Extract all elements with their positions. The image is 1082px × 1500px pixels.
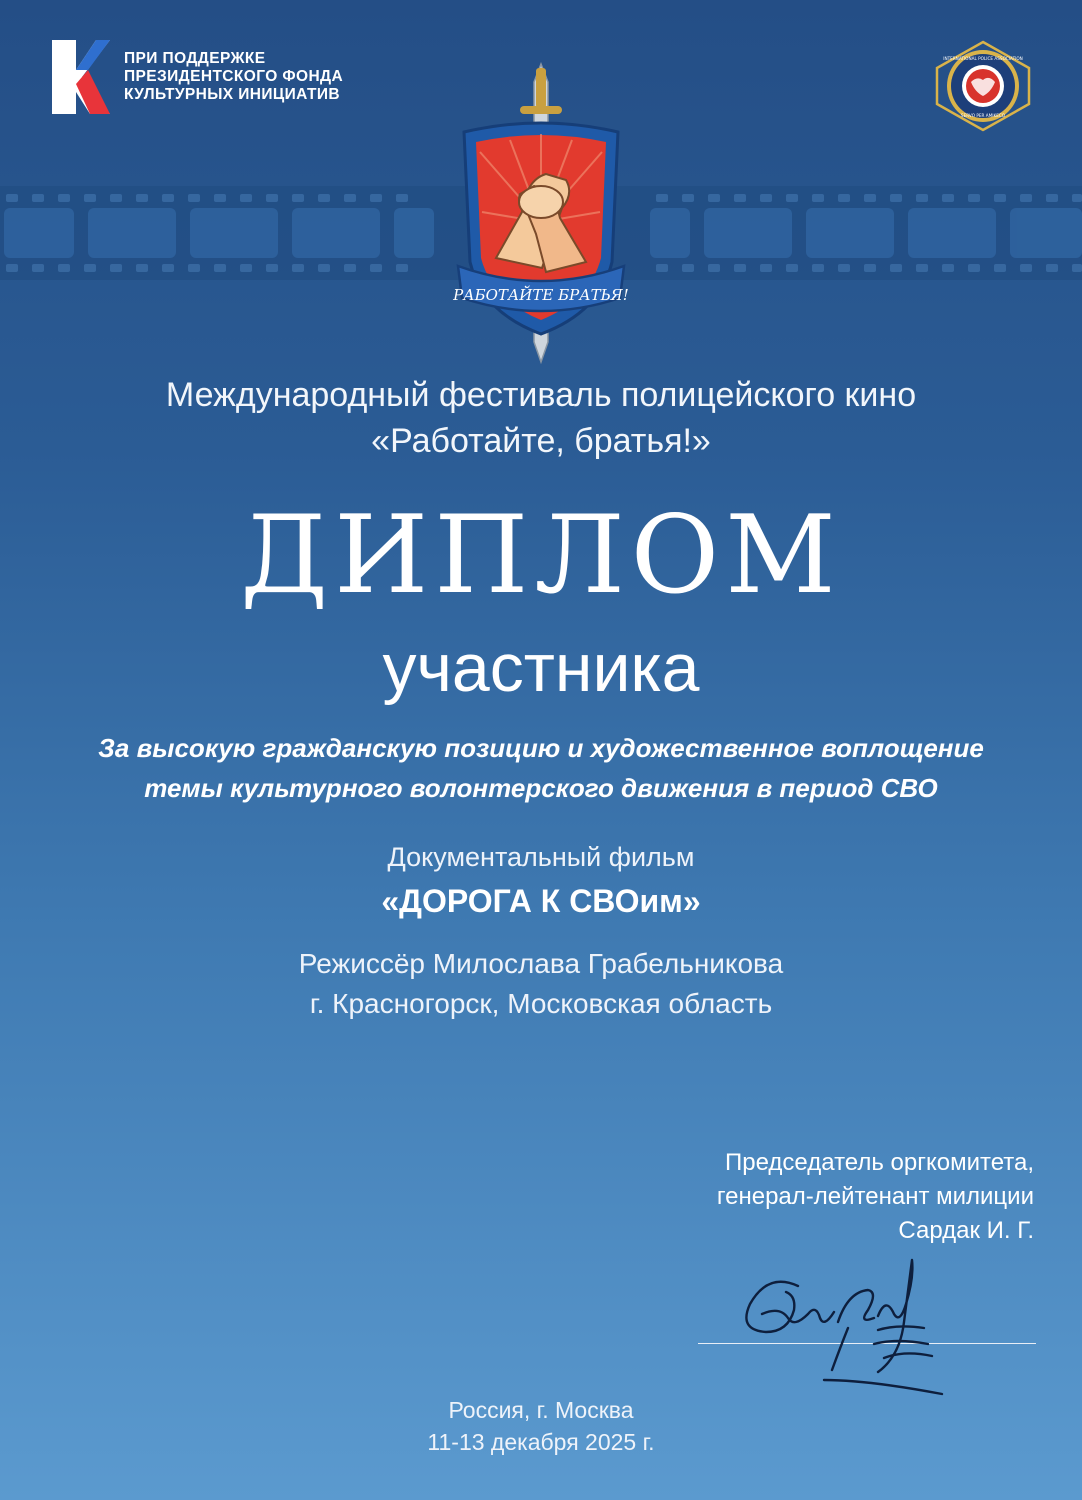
recipient-info — [0, 944, 1082, 1024]
festival-name-line-1: Международный фестиваль полицейского кино — [165, 376, 917, 414]
sponsor-line-1: ПРИ ПОДДЕРЖКЕ — [124, 50, 266, 67]
festival-emblem — [450, 62, 632, 368]
director-name: Режиссёр Милослава Грабельникова — [298, 948, 784, 979]
signature-graphic — [728, 1252, 960, 1408]
pfki-k-logo-icon — [52, 40, 110, 114]
sponsor-text — [124, 50, 343, 104]
award-reason-line-2: темы культурного волонтерского движения в период СВО — [144, 773, 938, 803]
diploma-title: ДИПЛОМ — [240, 493, 842, 618]
ipa-ring-text-top: INTERNATIONAL POLICE ASSOCIATION — [943, 56, 1023, 61]
chairman-title-line-2: генерал-лейтенант милиции — [716, 1183, 1034, 1210]
festival-name — [0, 372, 1082, 464]
sponsor-line-2: ПРЕЗИДЕНТСКОГО ФОНДА — [124, 68, 344, 85]
ipa-ring-text-bottom: SERVO PER AMIKECO — [960, 113, 1006, 118]
sponsor-logo — [52, 40, 343, 114]
place-and-date — [0, 1394, 1082, 1458]
sponsor-line-3: КУЛЬТУРНЫХ ИНИЦИАТИВ — [124, 86, 340, 103]
award-reason-line-1: За высокую гражданскую позицию и художественное воплощение — [98, 733, 984, 763]
award-reason — [0, 728, 1082, 808]
diploma-subtitle: участника — [382, 630, 700, 706]
chairman-name: Сардак И. Г. — [898, 1217, 1034, 1244]
recipient-location: г. Красногорск, Московская область — [309, 988, 773, 1019]
emblem-ribbon-text: РАБОТАЙТЕ БРАТЬЯ! — [453, 286, 629, 304]
chairman-block — [717, 1146, 1034, 1248]
film-title: «ДОРОГА К СВОим» — [381, 883, 701, 919]
event-dates: 11-13 декабря 2025 г. — [427, 1429, 655, 1455]
ipa-emblem — [931, 40, 1035, 132]
film-type: Документальный фильм — [387, 842, 695, 872]
event-place: Россия, г. Москва — [448, 1397, 634, 1423]
chairman-title-line-1: Председатель оргкомитета, — [725, 1149, 1034, 1176]
festival-name-line-2: «Работайте, братья!» — [371, 422, 711, 460]
